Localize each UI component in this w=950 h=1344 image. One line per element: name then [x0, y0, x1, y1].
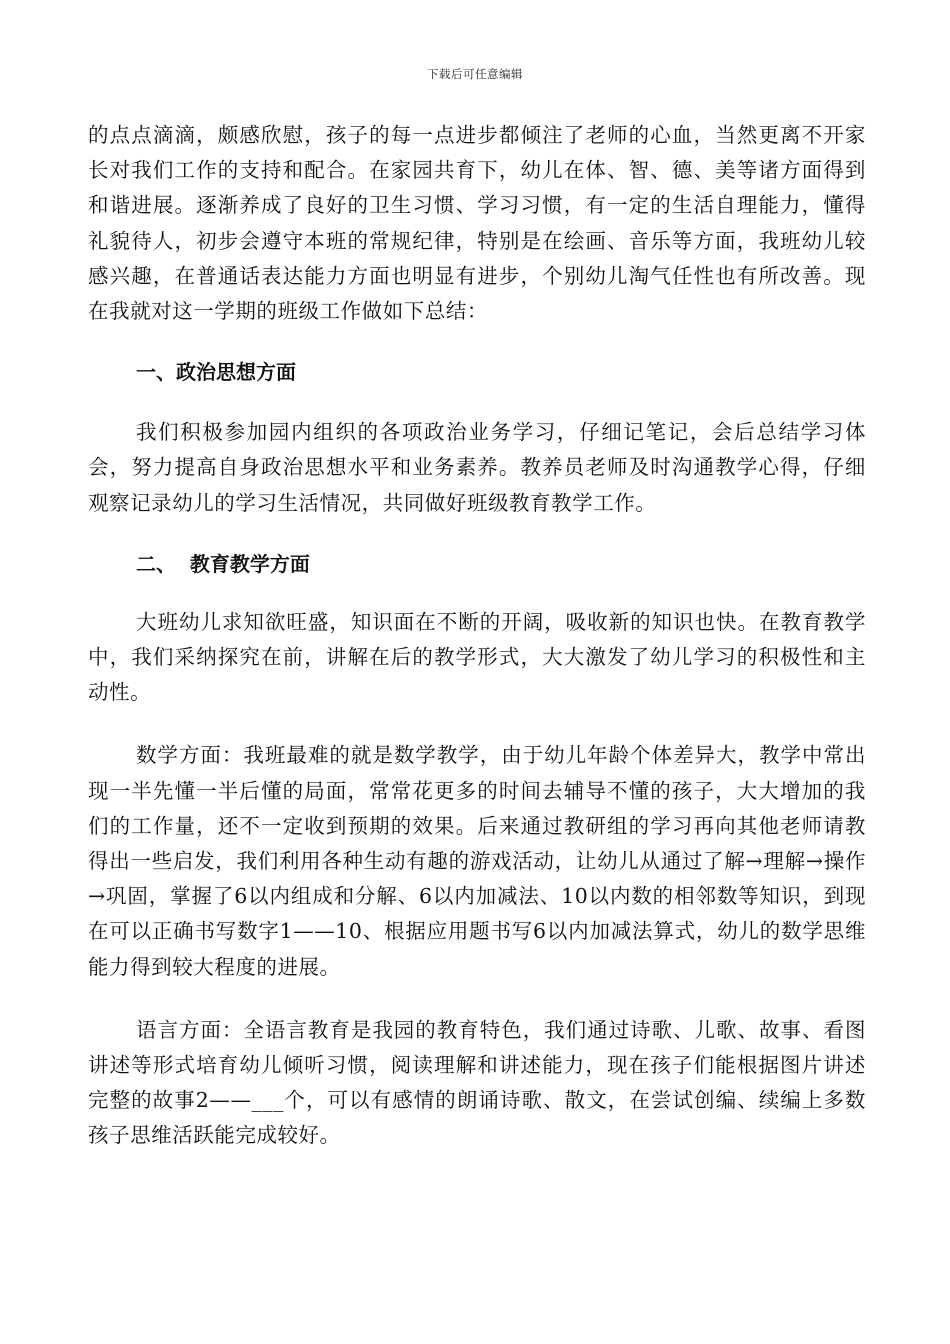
page-header: 下载后可任意编辑	[427, 67, 523, 81]
section-heading-politics: 一、政治思想方面	[136, 360, 296, 385]
document-body	[88, 118, 866, 1154]
intro-paragraph: 的点点滴滴，颇感欣慰，孩子的每一点进步都倾注了老师的心血，当然更离不开家长对我们工作的支持和配合。在家园共育下，幼儿在体、智、德、美等诸方面得到和谐进展。逐渐养成了良好的卫生习惯、学习习惯，有一定的生活自理能力，懂得礼貌待人，初步会遵守本班的常规纪律，特别是在绘画、音乐等方面，我班幼儿较感兴趣，在普通话表达能力方面也明显有进步，个别幼儿淘气任性也有所改善。现在我就对这一学期的班级工作做如下总结：	[88, 123, 866, 324]
language-paragraph: 语言方面：全语言教育是我园的教育特色，我们通过诗歌、儿歌、故事、看图讲述等形式培育幼儿倾听习惯，阅读理解和讲述能力，现在孩子们能根据图片讲述完整的故事2——___个，可以有感情的朗诵诗歌、散文，在尝试创编、续编上多数孩子思维活跃能完成较好。	[88, 1017, 866, 1148]
math-paragraph: 数学方面：我班最难的就是数学教学，由于幼儿年龄个体差异大，教学中常出现一半先懂一半后懂的局面，常常花更多的时间去辅导不懂的孩子，大大增加的我们的工作量，还不一定收到预期的效果。后来通过教研组的学习再向其他老师请教得出一些启发，我们利用各种生动有趣的游戏活动，让幼儿从通过了解→理解→操作→巩固，掌握了6以内组成和分解、6以内加减法、10以内数的相邻数等知识，到现在可以正确书写数字1——10、根据应用题书写6以内加减法算式，幼儿的数学思维能力得到较大程度的进展。	[88, 743, 866, 979]
section-heading-teaching: 二、 教育教学方面	[136, 551, 310, 576]
politics-paragraph: 我们积极参加园内组织的各项政治业务学习，仔细记笔记，会后总结学习体会，努力提高自身政治思想水平和业务素养。教养员老师及时沟通教学心得，仔细观察记录幼儿的学习生活情况，共同做好班级教育教学工作。	[88, 420, 866, 515]
teaching-paragraph: 大班幼儿求知欲旺盛，知识面在不断的开阔，吸收新的知识也快。在教育教学中，我们采纳探究在前，讲解在后的教学形式，大大激发了幼儿学习的积极性和主动性。	[88, 609, 866, 705]
